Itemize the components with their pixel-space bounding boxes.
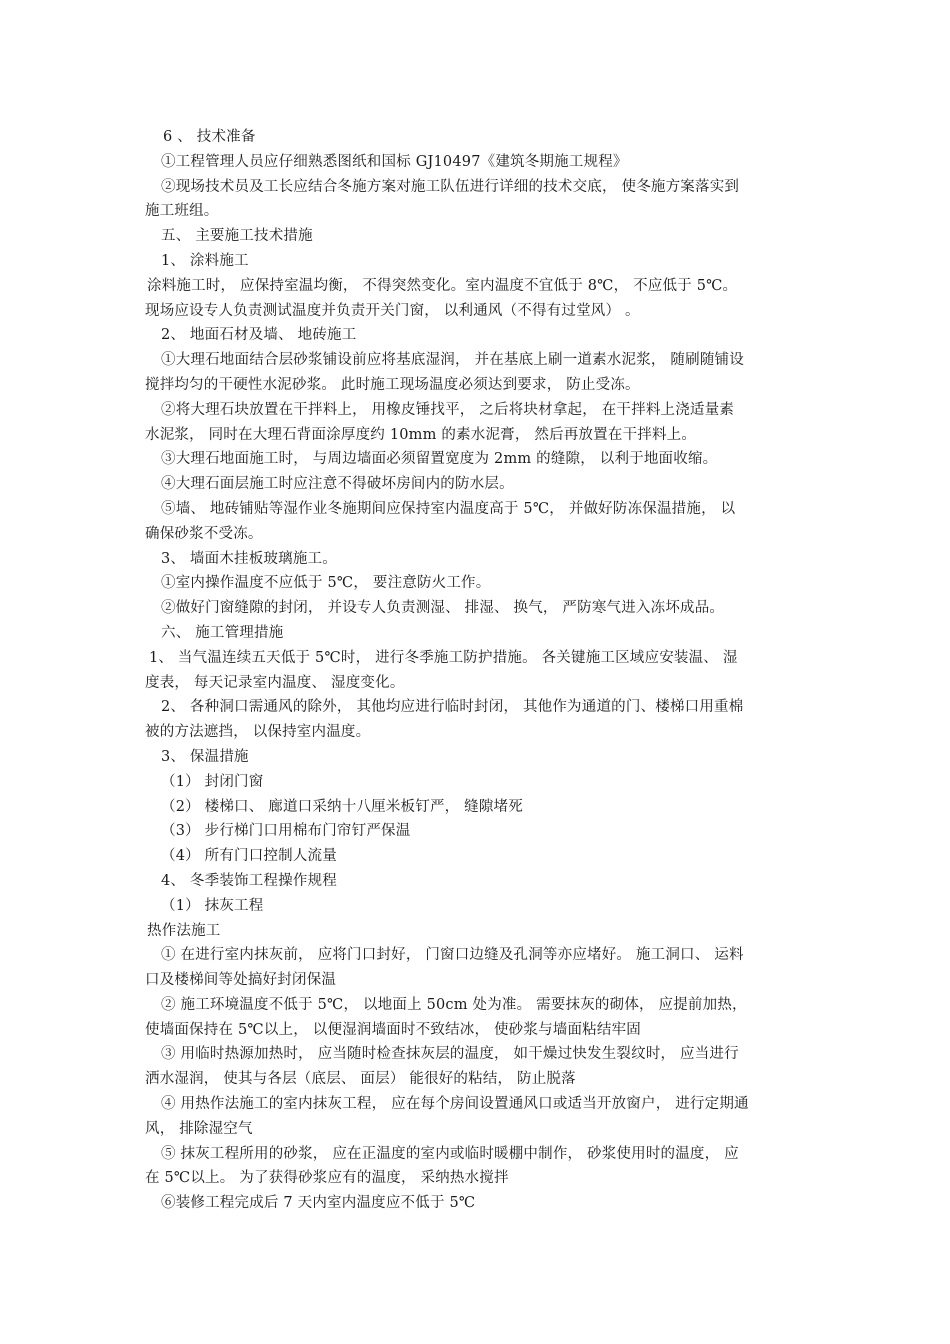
text-line: 搅拌均匀的干硬性水泥砂浆。 此时施工现场温度必须达到要求， 防止受冻。 [145,376,640,393]
text-line: 3、 保温措施 [161,748,249,765]
text-line: 度表， 每天记录室内温度、 湿度变化。 [145,674,405,691]
text-line: 1、 当气温连续五天低于 5℃时， 进行冬季施工防护措施。 各关键施工区域应安装温、 湿 [149,649,738,666]
text-line: 使墙面保持在 5℃以上， 以便湿润墙面时不致结冰， 使砂浆与墙面粘结牢固 [145,1021,641,1038]
text-line: 2、 各种洞口需通风的除外， 其他均应进行临时封闭， 其他作为通道的门、楼梯口用重棉 [161,699,744,716]
text-line: 口及楼梯间等处搞好封闭保温 [145,972,337,989]
text-line: 施工班组。 [145,203,219,220]
text-line: 热作法施工 [147,922,221,939]
text-line: 水泥浆， 同时在大理石背面涂厚度约 10mm 的素水泥膏， 然后再放置在干拌料上。 [145,426,697,443]
text-line: 五、 主要施工技术措施 [161,228,313,245]
text-line: ②现场技术员及工长应结合冬施方案对施工队伍进行详细的技术交底， 使冬施方案落实到 [161,178,740,195]
text-line: 洒水湿润， 使其与各层（底层、 面层） 能很好的粘结， 防止脱落 [145,1071,576,1088]
text-line: 被的方法遮挡， 以保持室内温度。 [145,724,371,741]
text-line: （1） 抹灰工程 [161,897,264,914]
text-line: ①室内操作温度不应低于 5℃， 要注意防火工作。 [161,575,491,592]
text-line: 6 、 技术准备 [163,129,256,145]
text-line: （2） 楼梯口、 廊道口采纳十八厘米板钉严， 缝隙堵死 [161,798,523,815]
text-line: 2、 地面石材及墙、 地砖施工 [161,327,357,344]
text-line: ⑤ 抹灰工程所用的砂浆， 应在正温度的室内或临时暖棚中制作， 砂浆使用时的温度， 应 [161,1145,739,1162]
text-line: ⑤墙、 地砖铺贴等湿作业冬施期间应保持室内温度高于 5℃， 并做好防冻保温措施， 以 [161,500,736,517]
text-line: ②做好门窗缝隙的封闭， 并设专人负责测湿、 排湿、 换气， 严防寒气进入冻坏成品。 [161,600,725,617]
text-line: （1） 封闭门窗 [161,773,264,790]
text-line: ① 在进行室内抹灰前， 应将门口封好， 门窗口边缝及孔洞等亦应堵好。 施工洞口、 运料 [161,947,744,964]
text-line: ①大理石地面结合层砂浆铺设前应将基底湿润， 并在基底上刷一道素水泥浆， 随刷随铺设 [161,352,744,369]
text-line: （3） 步行梯门口用棉布门帘钉严保温 [161,823,411,840]
text-line: 1、 涂料施工 [161,252,249,269]
text-line: ⑥装修工程完成后 7 天内室内温度应不低于 5℃ [161,1195,476,1212]
text-line: 在 5℃以上。 为了获得砂浆应有的温度， 采纳热水搅拌 [145,1170,509,1187]
text-line: ③ 用临时热源加热时， 应当随时检查抹灰层的温度， 如干燥过快发生裂纹时， 应当进行 [161,1046,739,1063]
text-line: 确保砂浆不受冻。 [145,525,263,542]
text-line: （4） 所有门口控制人流量 [161,848,337,865]
document-body [145,125,810,1216]
text-line: ③大理石地面施工时， 与周边墙面必须留置宽度为 2mm 的缝隙， 以利于地面收缩。 [161,451,718,468]
text-line: ②将大理石块放置在干拌料上， 用橡皮锤找平， 之后将块材拿起， 在干拌料上浇适量素 [161,401,735,418]
text-line: 六、 施工管理措施 [161,624,284,641]
text-line: 现场应设专人负责测试温度并负责开关门窗， 以利通风（不得有过堂风） 。 [145,302,640,319]
text-line: 3、 墙面木挂板玻璃施工。 [161,550,337,567]
text-line: ④ 用热作法施工的室内抹灰工程， 应在每个房间设置通风口或适当开放窗户， 进行定期通 [161,1096,749,1113]
text-line: 风， 排除湿空气 [145,1120,253,1137]
text-line: 4、 冬季装饰工程操作规程 [161,872,337,889]
text-line: ④大理石面层施工时应注意不得破坏房间内的防水层。 [161,476,514,493]
text-line: ①工程管理人员应仔细熟悉图纸和国标 GJ10497《建筑冬期施工规程》 [161,153,628,170]
text-line: ② 施工环境温度不低于 5℃， 以地面上 50cm 处为准。 需要抹灰的砌体， 应提前加热， [161,996,747,1013]
text-line: 涂料施工时， 应保持室温均衡， 不得突然变化。室内温度不宜低于 8℃， 不应低于 5℃。 [147,277,738,294]
